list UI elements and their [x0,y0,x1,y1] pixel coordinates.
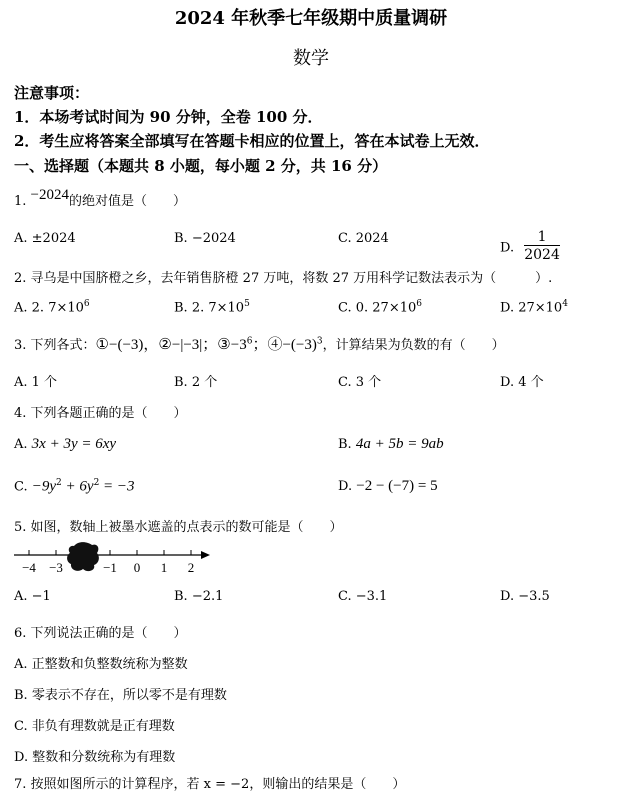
exponent: 2 [93,478,100,488]
option-c: C. 非负有理数就是正有理数 [14,719,175,734]
question-number: 1. [14,194,27,209]
notes-heading: 注意事项： [14,84,90,102]
expression: ②−|−3|； [158,337,218,353]
question-1-stem [14,187,187,210]
option-c [338,299,422,315]
question-math: −2024 [30,187,70,203]
expression: −9y [31,478,57,495]
question-7-stem: 7. 按照如图所示的计算程序，若 x = −2，则输出的结果是（ ） [14,777,406,792]
number-line-figure [8,540,218,578]
option-label: C. 0. 27×10 [338,300,417,316]
fraction-denominator: 2024 [524,247,560,263]
option-d [500,299,568,315]
exponent: 4 [562,299,568,309]
question-text: 的绝对值是（ ） [69,194,187,209]
option-a: A. ±2024 [14,231,76,246]
expression: = −3 [99,478,135,495]
expression: + 6y [61,478,94,495]
question-5-stem: 5. 如图，数轴上被墨水遮盖的点表示的数可能是（ ） [14,520,343,535]
exponent: 6 [416,299,422,309]
question-4-stem: 4. 下列各题正确的是（ ） [14,406,187,421]
expression: ③−3 [217,337,247,353]
fraction-numerator: 1 [537,229,547,245]
option-a [14,299,90,315]
option-d: D. 4 个 [500,375,544,390]
expression: 3x + 3y = 6xy [31,436,117,452]
option-d [500,231,560,265]
option-label: D. [338,479,353,494]
number-line-label: 1 [160,560,168,575]
expression: 4a + 5b = 9ab [355,436,444,452]
option-label: A. [14,437,28,452]
option-b: B. −2024 [174,231,236,246]
option-label: A. 2. 7×10 [14,300,84,316]
note-item: 2．考生应将答案全部填写在答题卡相应的位置上，答在本试卷上无效． [14,132,490,150]
option-a [14,436,116,453]
question-3-stem [14,333,505,354]
number-line-arrow [201,551,210,559]
exam-subject: 数学 [293,48,329,69]
option-b [338,436,444,453]
question-text: ，计算结果为负数的有（ ） [322,338,505,353]
exam-title: 2024 年秋季七年级期中质量调研 [174,8,448,29]
option-b: B. −2.1 [174,589,224,604]
option-d [338,478,438,495]
option-d: D. −3.5 [500,589,550,604]
exponent: 6 [83,299,90,309]
section-heading: 一、选择题（本题共 8 小题，每小题 2 分，共 16 分） [14,157,388,175]
fraction [524,229,560,263]
question-2-stem: 2. 寻乌是中国脐橙之乡，去年销售脐橙 27 万吨，将数 27 万用科学记数法表示为（ ）. [14,271,553,286]
option-label: C. [14,479,28,495]
number-line-label: −3 [49,560,63,575]
number-line-label: 0 [133,560,141,575]
option-c: C. −3.1 [338,589,388,604]
expression: ①−(−3)， [95,337,159,353]
option-label: D. 27×10 [500,300,563,316]
expression: ；④−(−3) [252,337,317,353]
option-a: A. −1 [14,589,51,604]
number-line-label: 2 [187,560,195,575]
option-label: B. 2. 7×10 [174,300,245,316]
option-a: A. 正整数和负整数统称为整数 [14,657,188,672]
question-6-stem: 6. 下列说法正确的是（ ） [14,626,187,641]
option-label: D. [500,240,515,256]
exponent: 6 [246,336,253,347]
number-line-label: −4 [22,560,36,575]
exponent: 5 [244,299,250,309]
option-d: D. 整数和分数统称为有理数 [14,750,176,765]
option-b: B. 零表示不存在，所以零不是有理数 [14,688,227,703]
option-c: C. 3 个 [338,375,382,390]
option-b [174,299,250,315]
number-line-label: −1 [103,560,117,575]
exponent: 3 [316,336,323,347]
exponent: 2 [56,478,62,488]
option-b: B. 2 个 [174,375,218,390]
expression: −2 − (−7) = 5 [356,478,438,494]
ink-blot [67,542,99,571]
option-label: B. [338,437,352,452]
option-c [14,478,135,495]
question-text: 3. 下列各式： [14,338,96,353]
note-item: 1．本场考试时间为 90 分钟，全卷 100 分． [14,108,323,126]
option-c: C. 2024 [338,231,389,246]
option-a: A. 1 个 [14,375,58,390]
